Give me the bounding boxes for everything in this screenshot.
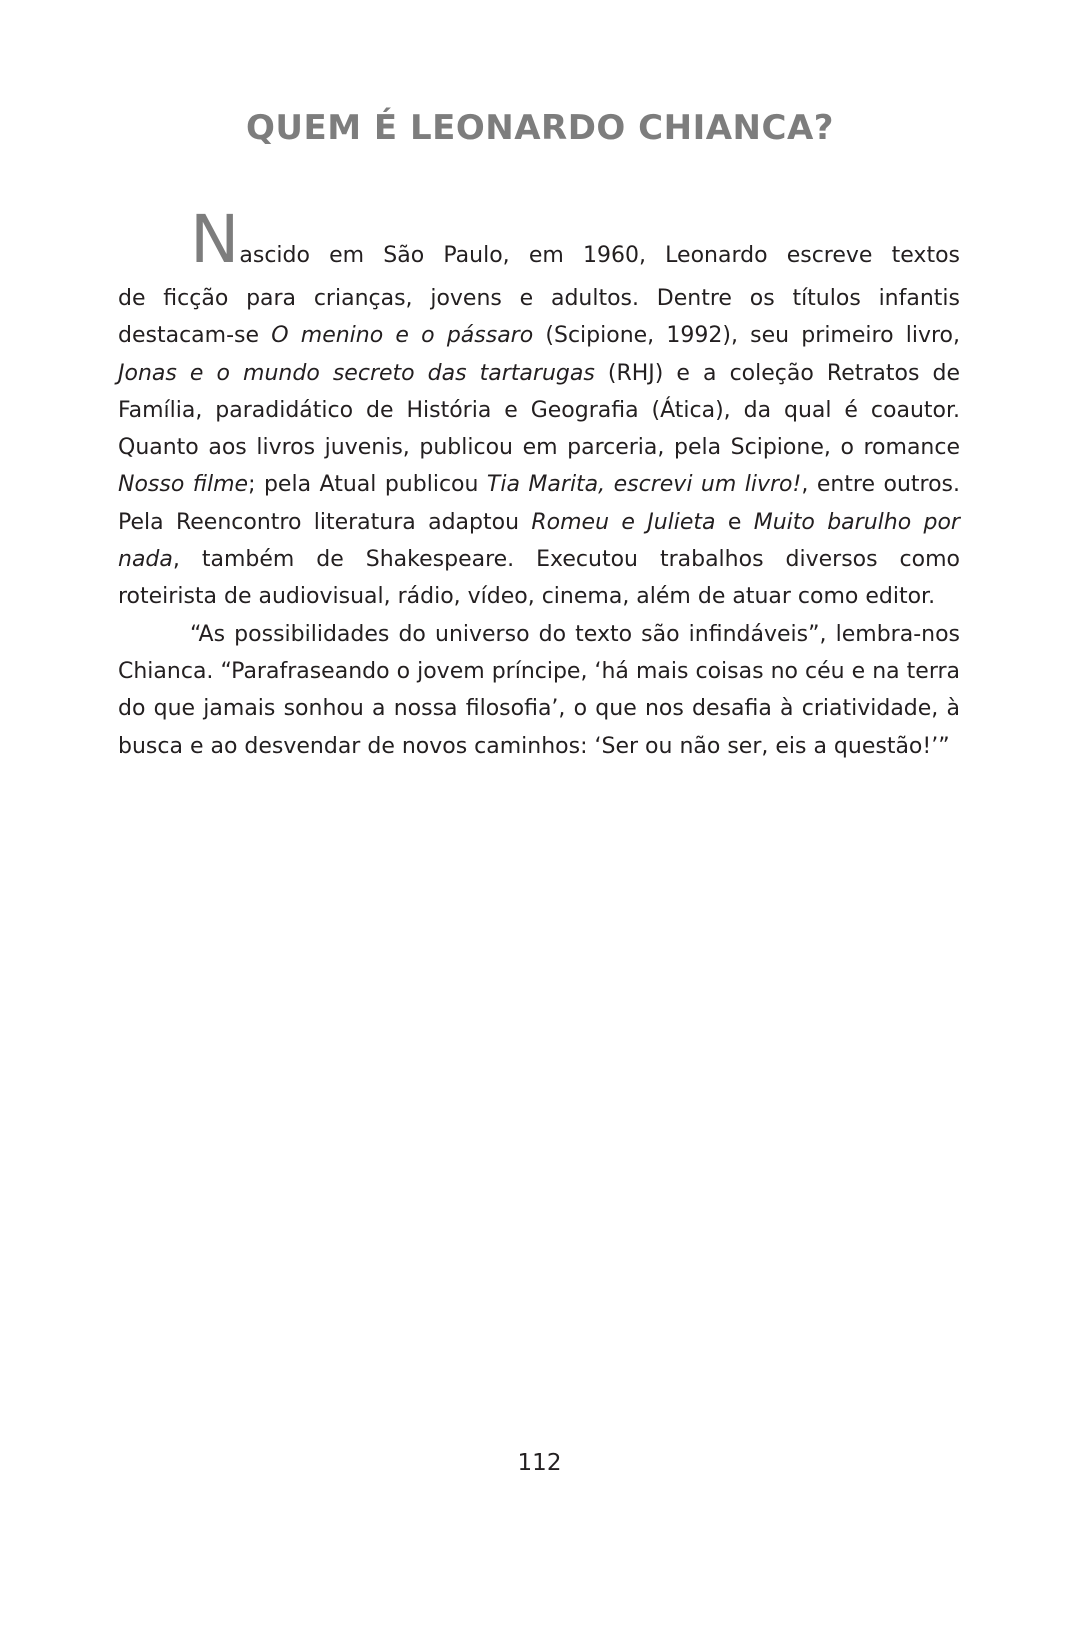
book-title-italic: Romeu e Julieta <box>531 509 716 535</box>
drop-cap: N <box>190 200 240 278</box>
paragraph-biography <box>118 198 960 616</box>
page-title: QUEM É LEONARDO CHIANCA? <box>246 108 834 148</box>
text-segment: , também de Shakespeare. Executou trabalhos diversos como roteirista de audiovisual, rádio, vídeo, cinema, além de atuar como editor. <box>118 547 960 610</box>
book-title-italic: Tia Marita, escrevi um livro! <box>486 472 802 498</box>
first-line <box>118 198 960 280</box>
body-text <box>118 198 960 765</box>
page-number: 112 <box>517 1450 562 1476</box>
text-segment: (Scipione, 1992), seu primeiro livro, <box>533 323 960 349</box>
book-title-italic: Muito barulho por nada <box>118 509 960 573</box>
book-title-italic: O menino e o pássaro <box>271 323 534 349</box>
text-segment: de ficção para crianças, jovens e adultos. Dentre os títulos infantis destacam-se <box>118 286 960 349</box>
book-title-italic: Jonas e o mundo secreto das tartarugas <box>118 360 595 386</box>
text-segment: (RHJ) e a coleção Retratos de Família, paradidático de História e Geografia (Ática), da qual é coautor. Quanto aos livros juvenis, publicou em parceria, pela Scipione, o romance <box>118 360 960 461</box>
text-segment: , entre outros. Pela Reencontro literatura adaptou <box>118 472 960 535</box>
text-segment: ; pela Atual publicou <box>248 472 487 498</box>
text-segment: e <box>715 509 754 535</box>
first-line-text: ascido em São Paulo, em 1960, Leonardo escreve textos <box>239 242 960 268</box>
paragraph-quote: “As possibilidades do universo do texto são infindáveis”, lembra-nos Chianca. “Parafraseando o jovem príncipe, ‘há mais coisas no céu e na terra do que jamais sonhou a nossa filosofia’, o que nos desafia à criatividade, à busca e ao desvendar de novos caminhos: ‘Ser ou não ser, eis a questão!’” <box>118 621 960 759</box>
book-title-italic: Nosso filme <box>118 472 249 498</box>
